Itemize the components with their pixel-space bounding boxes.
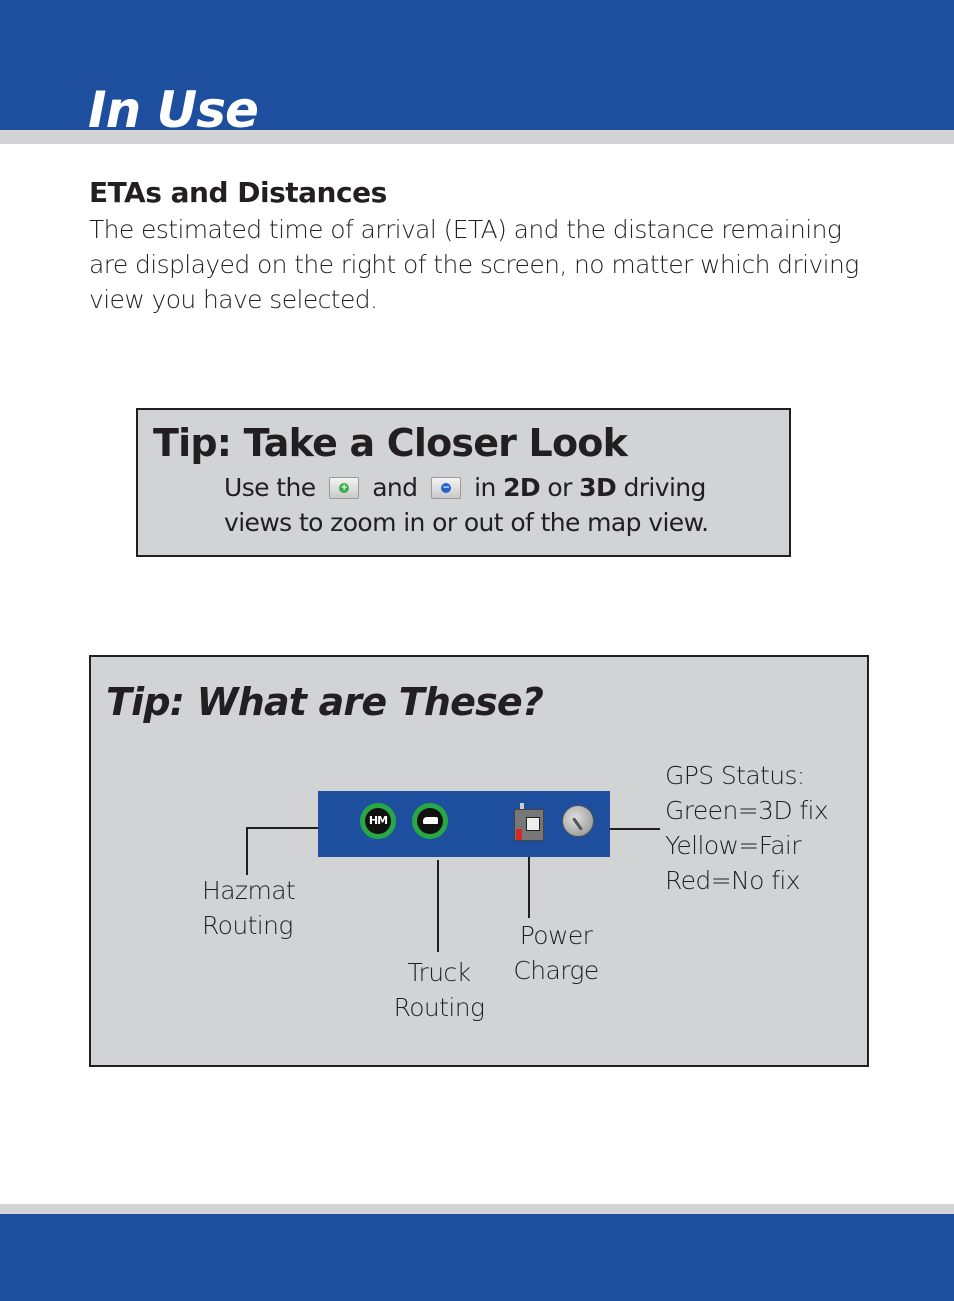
tip-text-in: in [474,473,496,502]
hazmat-connector-v [246,827,248,875]
gps-status-label: GPS Status: Green=3D fix Yellow=Fair Red=No fix [665,761,829,895]
hazmat-label: Hazmat Routing [202,876,296,940]
satellite-dish-icon [560,803,596,841]
tip-text-or: or [547,473,572,502]
footer-band [0,1214,954,1301]
tip-zoom-box [136,408,791,557]
tip-icons-title: Tip: What are These? [106,680,544,724]
tip-zoom-line2: views to zoom in or out of the map view. [224,508,709,537]
zoom-in-icon: + [329,477,359,499]
tip-zoom-title: Tip: Take a Closer Look [153,421,628,465]
mode-3d: 3D [579,473,617,502]
hazmat-icon-text: HM [365,808,391,834]
section-heading: ETAs and Distances [89,176,387,209]
mode-2d: 2D [503,473,541,502]
tip-zoom-body [224,470,784,540]
hazmat-icon [360,803,396,839]
tip-icons-box [89,655,869,1067]
truck-connector [437,860,439,952]
truck-icon [412,803,448,839]
tip-text-driving: driving [623,473,706,502]
power-plug-icon [514,803,544,841]
footer-stripe [0,1204,954,1214]
zoom-out-icon: − [431,477,461,499]
section-body: The estimated time of arrival (ETA) and the distance remaining are displayed on the right of the screen, no matter which driving view you have selected. [89,215,859,314]
gps-connector [610,828,660,830]
status-icon-bar [318,791,610,857]
power-connector [528,857,530,918]
truck-label: Truck Routing [393,958,485,1022]
page-title: In Use [88,81,258,139]
hazmat-connector-h [246,827,318,829]
power-label: Power Charge [513,921,599,985]
tip-text-and: and [372,473,418,502]
tip-text-use-the: Use the [224,473,316,502]
